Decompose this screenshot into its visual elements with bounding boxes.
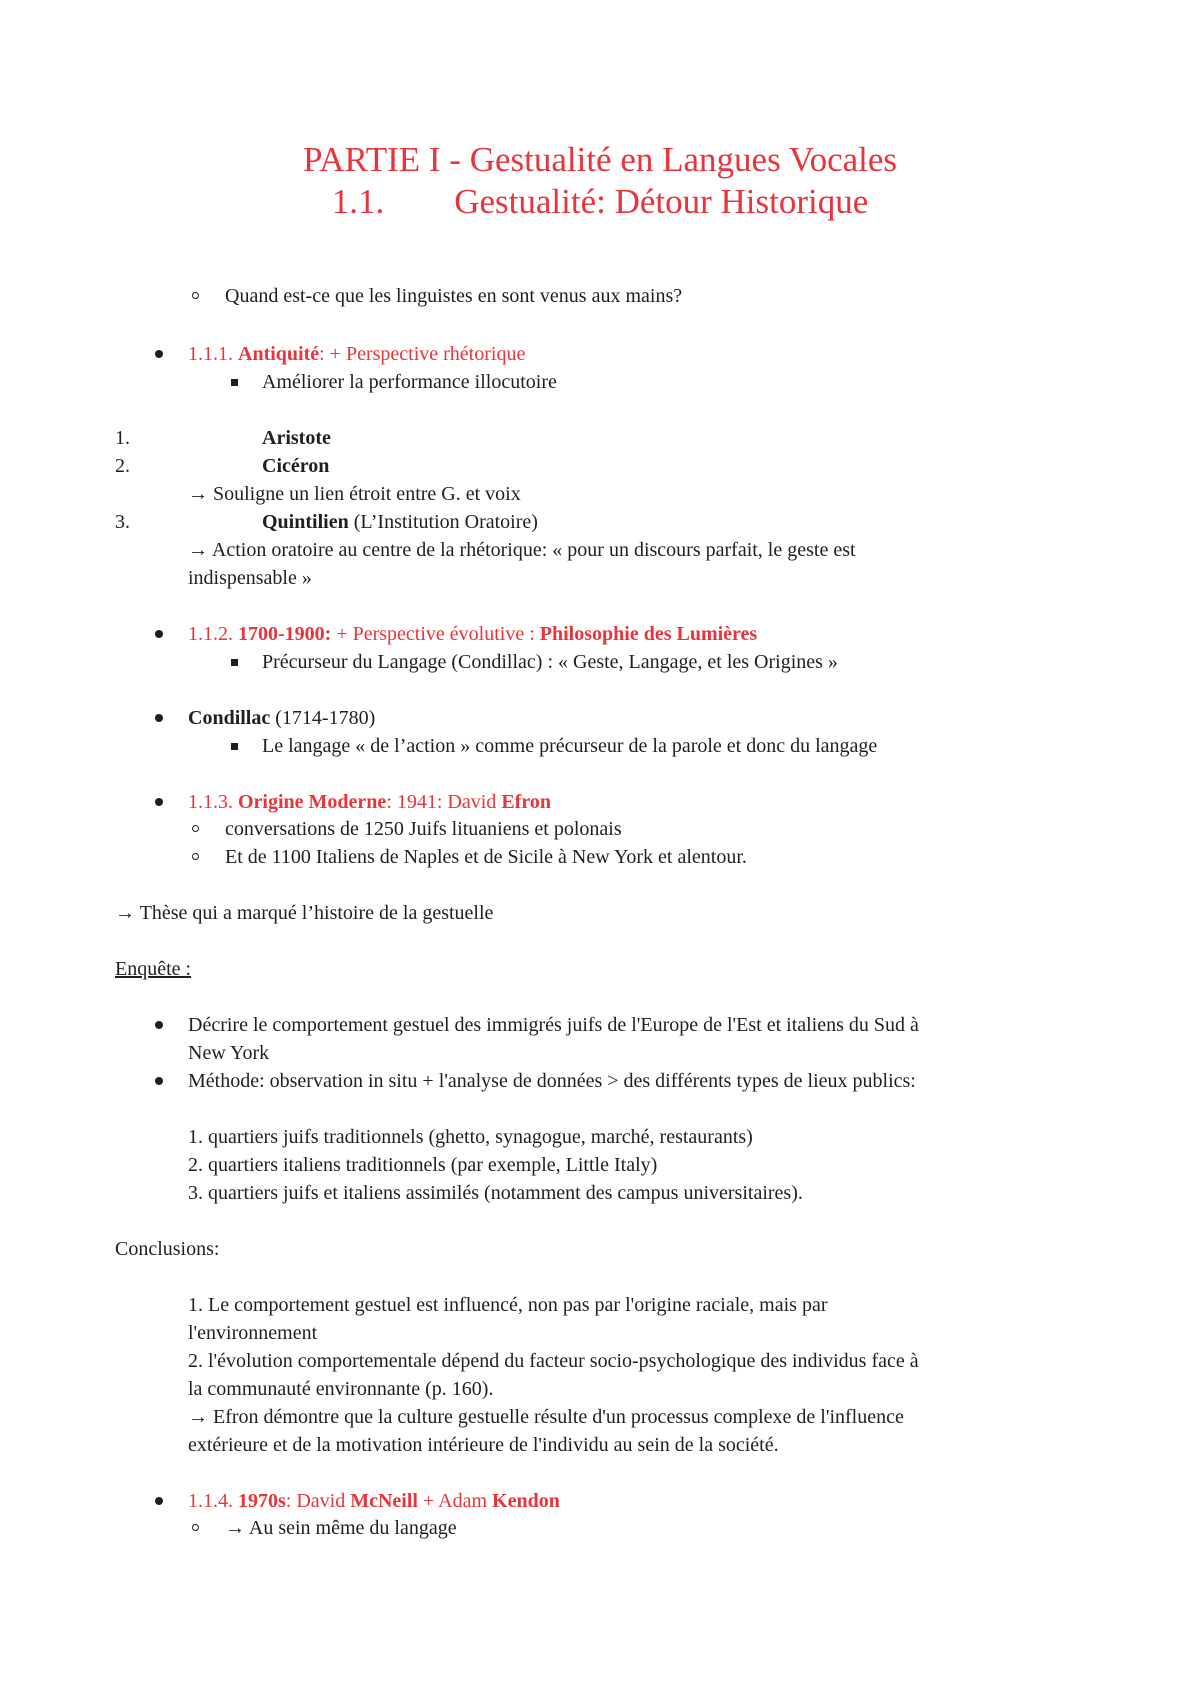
heading-dates: 1700-1900: <box>238 623 332 645</box>
heading-number: 1.1.1. <box>188 343 238 365</box>
quintilien-note-2: indispensable » <box>188 567 312 589</box>
condillac-dates: (1714-1780) <box>270 707 376 729</box>
square-bullet-icon <box>231 379 238 386</box>
conclusion-1-line-1: 1. Le comportement gestuel est influencé, non pas par l'origine raciale, mais par <box>188 1294 828 1316</box>
disc-bullet-icon <box>155 1021 163 1029</box>
conclusion-2-line-2: la communauté environnante (p. 160). <box>188 1378 494 1400</box>
efron-sub-2: Et de 1100 Italiens de Naples et de Sicile à New York et alentour. <box>225 846 747 868</box>
aristote: Aristote <box>262 427 331 449</box>
heading-number: 1.1.4. <box>188 1490 238 1512</box>
heading-rest: + Adam <box>417 1490 493 1512</box>
heading-1-1-1 <box>188 340 525 368</box>
part-title: PARTIE I - Gestualité en Langues Vocales <box>302 140 898 179</box>
disc-bullet-icon <box>155 1077 163 1085</box>
list-number: 2. <box>115 455 130 477</box>
heading-author-mcneill: McNeill <box>350 1490 418 1512</box>
disc-bullet-icon <box>155 714 163 722</box>
efron-sub-1: conversations de 1250 Juifs lituaniens et polonais <box>225 818 622 840</box>
enquete-bullet-1-line-2: New York <box>188 1042 270 1064</box>
enquete-label: Enquête : <box>115 958 192 980</box>
intro-question: Quand est-ce que les linguistes en sont venus aux mains? <box>225 285 683 307</box>
circle-bullet-icon <box>192 853 199 860</box>
heading-author-kendon: Kendon <box>492 1490 560 1512</box>
ciceron-note: → Souligne un lien étroit entre G. et voix <box>188 483 521 505</box>
enquete-item-3: 3. quartiers juifs et italiens assimilés (notamment des campus universitaires). <box>188 1182 803 1204</box>
square-bullet-icon <box>231 659 238 666</box>
kendon-sub: → Au sein même du langage <box>225 1517 457 1539</box>
heading-movement: Philosophie des Lumières <box>539 623 758 645</box>
heading-number: 1.1.3. <box>188 791 238 813</box>
conclusion-2-line-1: 2. l'évolution comportementale dépend du facteur socio-psychologique des individus face à <box>188 1350 919 1372</box>
heading-name: Antiquité <box>238 343 320 365</box>
conclusion-1-line-2: l'environnement <box>188 1322 318 1344</box>
these-line: → Thèse qui a marqué l’histoire de la gestuelle <box>115 902 494 924</box>
condillac-name: Condillac <box>188 707 271 729</box>
enquete-item-2: 2. quartiers italiens traditionnels (par exemple, Little Italy) <box>188 1154 658 1176</box>
heading-number: 1.1.2. <box>188 623 238 645</box>
condillac-sub: Le langage « de l’action » comme précurseur de la parole et donc du langage <box>262 735 878 757</box>
heading-dates: 1970s <box>238 1490 286 1512</box>
section-title: 1.1. Gestualité: Détour Historique <box>331 182 869 221</box>
condillac-line <box>188 704 375 732</box>
enquete-bullet-2: Méthode: observation in situ + l'analyse de données > des différents types de lieux publics: <box>188 1070 916 1092</box>
quintilien-line <box>262 508 538 536</box>
quintilien: Quintilien <box>262 511 349 533</box>
disc-bullet-icon <box>155 630 163 638</box>
disc-bullet-icon <box>155 1497 163 1505</box>
antiquite-sub: Améliorer la performance illocutoire <box>262 371 557 393</box>
quintilien-work: (L’Institution Oratoire) <box>348 511 538 533</box>
ciceron: Cicéron <box>262 455 330 477</box>
lumieres-sub: Précurseur du Langage (Condillac) : « Geste, Langage, et les Origines » <box>262 651 838 673</box>
circle-bullet-icon <box>192 292 199 299</box>
heading-1-1-3 <box>188 788 551 816</box>
list-number: 1. <box>115 427 130 449</box>
list-number: 3. <box>115 511 130 533</box>
disc-bullet-icon <box>155 798 163 806</box>
heading-rest: : + Perspective rhétorique <box>319 343 526 365</box>
heading-1-1-4 <box>188 1487 560 1515</box>
circle-bullet-icon <box>192 825 199 832</box>
heading-1-1-2 <box>188 620 757 648</box>
quintilien-note-1: → Action oratoire au centre de la rhétorique: « pour un discours parfait, le geste est <box>188 539 856 561</box>
heading-rest: : 1941: David <box>386 791 502 813</box>
square-bullet-icon <box>231 743 238 750</box>
enquete-item-1: 1. quartiers juifs traditionnels (ghetto, synagogue, marché, restaurants) <box>188 1126 753 1148</box>
heading-rest: + Perspective évolutive : <box>331 623 540 645</box>
heading-name: Origine Moderne <box>238 791 387 813</box>
disc-bullet-icon <box>155 350 163 358</box>
conclusions-label: Conclusions: <box>115 1238 220 1260</box>
conclusion-3-line-1: → Efron démontre que la culture gestuelle résulte d'un processus complexe de l'influence <box>188 1406 904 1428</box>
circle-bullet-icon <box>192 1524 199 1531</box>
heading-rest: : David <box>285 1490 351 1512</box>
conclusion-3-line-2: extérieure et de la motivation intérieure de l'individu au sein de la société. <box>188 1434 779 1456</box>
heading-author: Efron <box>501 791 551 813</box>
enquete-bullet-1-line-1: Décrire le comportement gestuel des immigrés juifs de l'Europe de l'Est et italiens du Sud à <box>188 1014 919 1036</box>
